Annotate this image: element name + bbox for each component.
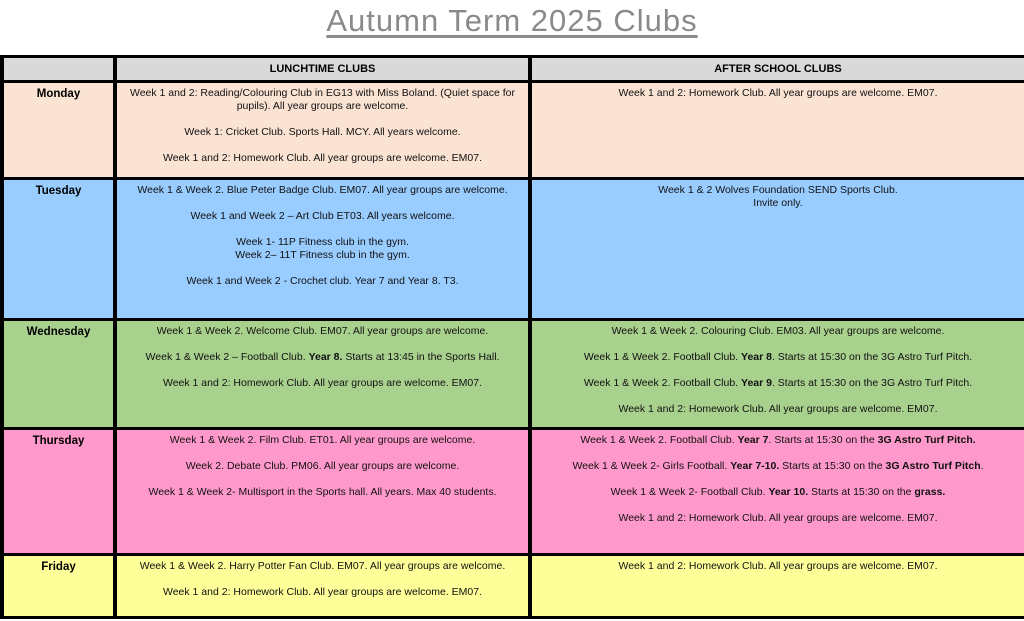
club-entry-bold-text: Year 8 bbox=[741, 351, 772, 364]
after-school-cell-friday bbox=[530, 555, 1024, 618]
club-entry bbox=[535, 377, 1021, 390]
lunchtime-cell-friday bbox=[115, 555, 530, 618]
club-entry bbox=[120, 325, 525, 338]
club-entry-text: Week 1 & Week 2 – Football Club. bbox=[145, 351, 309, 364]
club-entry bbox=[535, 403, 1021, 416]
club-entry-text: Week 1 and 2: Homework Club. All year groups are welcome. EM07. bbox=[162, 377, 483, 390]
club-entry-text: Week 1 & Week 2. Film Club. ET01. All year groups are welcome. bbox=[169, 434, 476, 446]
club-entry-text: Week 1 & 2 Wolves Foundation SEND Sports Club. bbox=[658, 184, 898, 196]
club-entry-text: Starts at 15:30 on the bbox=[779, 460, 886, 473]
day-row-thursday bbox=[2, 429, 1024, 555]
page-title: Autumn Term 2025 Clubs bbox=[326, 3, 698, 38]
club-entry bbox=[120, 486, 525, 499]
club-entry bbox=[120, 560, 525, 573]
club-entry-bold-text: Year 9 bbox=[741, 377, 772, 390]
club-entry bbox=[535, 197, 1021, 210]
club-entry bbox=[535, 325, 1021, 338]
club-entry bbox=[120, 249, 525, 262]
club-entry-text: Week 1 and 2: Homework Club. All year groups are welcome. EM07. bbox=[618, 403, 938, 416]
club-entry bbox=[120, 351, 525, 364]
club-entry bbox=[120, 152, 525, 165]
club-entry-text: Week 1 and Week 2 – Art Club ET03. All years welcome. bbox=[190, 210, 455, 223]
club-entry bbox=[120, 210, 525, 223]
club-entry bbox=[120, 184, 525, 197]
club-entry bbox=[535, 184, 1021, 197]
club-entry-text: Week 1 & Week 2. Football Club. bbox=[580, 434, 738, 446]
club-entry bbox=[120, 236, 525, 249]
club-entry-bold-text: 3G Astro Turf Pitch. bbox=[877, 434, 976, 446]
lunchtime-cell-monday bbox=[115, 82, 530, 179]
club-entry-text: . bbox=[980, 460, 984, 473]
after-school-cell-thursday bbox=[530, 429, 1024, 555]
club-entry bbox=[535, 560, 1021, 573]
club-entry-text: Week 1 and 2: Homework Club. All year groups are welcome. EM07. bbox=[162, 152, 483, 165]
after-school-cell-tuesday bbox=[530, 179, 1024, 320]
club-entry-bold-text: Year 8. bbox=[308, 351, 343, 364]
day-row-monday bbox=[2, 82, 1024, 179]
club-entry-text: Week 1 & Week 2. Football Club. bbox=[583, 351, 742, 364]
club-entry bbox=[120, 377, 525, 390]
club-entry-text: Week 2– 11T Fitness club in the gym. bbox=[235, 249, 410, 262]
club-entry-text: Invite only. bbox=[753, 197, 803, 210]
after-school-cell-wednesday bbox=[530, 320, 1024, 429]
lunchtime-cell-wednesday bbox=[115, 320, 530, 429]
club-entry bbox=[120, 434, 525, 447]
table-body bbox=[2, 82, 1024, 618]
club-entry-text: Week 1 & Week 2. Blue Peter Badge Club. EM07. All year groups are welcome. bbox=[137, 184, 508, 196]
header-lunchtime-clubs: LUNCHTIME CLUBS bbox=[115, 57, 530, 82]
after-school-cell-monday bbox=[530, 82, 1024, 179]
club-entry bbox=[120, 460, 525, 473]
club-entry bbox=[535, 87, 1021, 100]
club-entry-text: Week 1 & Week 2. Football Club. bbox=[583, 377, 742, 390]
club-entry bbox=[120, 87, 525, 113]
club-entry bbox=[535, 351, 1021, 364]
club-entry-text: Week 1 & Week 2. Welcome Club. EM07. All year groups are welcome. bbox=[156, 325, 489, 337]
club-entry bbox=[120, 586, 525, 599]
club-entry-text: . Starts at 15:30 on the 3G Astro Turf Pitch. bbox=[771, 377, 973, 390]
lunchtime-cell-thursday bbox=[115, 429, 530, 555]
day-label-thursday: Thursday bbox=[2, 429, 115, 555]
club-entry-text: Week 1 and Week 2 - Crochet club. Year 7 and Year 8. T3. bbox=[186, 275, 459, 288]
club-entry-bold-text: grass. bbox=[914, 486, 946, 499]
club-entry bbox=[535, 434, 1021, 447]
day-row-tuesday bbox=[2, 179, 1024, 320]
club-entry-bold-text: Year 7 bbox=[737, 434, 769, 446]
day-label-wednesday: Wednesday bbox=[2, 320, 115, 429]
day-row-friday bbox=[2, 555, 1024, 618]
clubs-table bbox=[0, 55, 1024, 619]
club-entry-text: . Starts at 15:30 on the 3G Astro Turf Pitch. bbox=[771, 351, 973, 364]
day-label-tuesday: Tuesday bbox=[2, 179, 115, 320]
header-after-school-clubs: AFTER SCHOOL CLUBS bbox=[530, 57, 1024, 82]
club-entry bbox=[120, 275, 525, 288]
club-entry bbox=[120, 126, 525, 139]
club-entry-text: Week 1 and 2: Homework Club. All year groups are welcome. EM07. bbox=[618, 560, 938, 572]
club-entry-text: . Starts at 15:30 on the bbox=[768, 434, 878, 446]
club-entry bbox=[535, 486, 1021, 499]
day-row-wednesday bbox=[2, 320, 1024, 429]
header-row bbox=[2, 57, 1024, 82]
club-entry-text: Week 2. Debate Club. PM06. All year groups are welcome. bbox=[185, 460, 460, 473]
lunchtime-cell-tuesday bbox=[115, 179, 530, 320]
club-entry-text: Week 1 and 2: Homework Club. All year groups are welcome. EM07. bbox=[162, 586, 483, 599]
club-entry-text: Week 1 & Week 2- Multisport in the Sports hall. All years. Max 40 students. bbox=[148, 486, 497, 499]
day-label-friday: Friday bbox=[2, 555, 115, 618]
club-entry-text: Week 1: Cricket Club. Sports Hall. MCY. All years welcome. bbox=[184, 126, 461, 139]
club-entry-text: Week 1 & Week 2- Football Club. bbox=[610, 486, 769, 499]
club-entry-text: Week 1 & Week 2. Harry Potter Fan Club. EM07. All year groups are welcome. bbox=[139, 560, 506, 572]
club-entry bbox=[535, 460, 1021, 473]
club-entry-text: Week 1- 11P Fitness club in the gym. bbox=[236, 236, 409, 249]
club-entry-bold-text: 3G Astro Turf Pitch bbox=[885, 460, 981, 473]
club-entry-text: Week 1 & Week 2- Girls Football. bbox=[572, 460, 731, 473]
club-entry-text: Week 1 and 2: Homework Club. All year groups are welcome. EM07. bbox=[618, 87, 938, 99]
club-entry-text: Week 1 and 2: Homework Club. All year groups are welcome. EM07. bbox=[618, 512, 938, 525]
club-entry-text: Starts at 13:45 in the Sports Hall. bbox=[342, 351, 500, 364]
header-day-cell bbox=[2, 57, 115, 82]
club-entry-bold-text: Year 10. bbox=[768, 486, 809, 499]
day-label-monday: Monday bbox=[2, 82, 115, 179]
club-entry-text: Starts at 15:30 on the bbox=[808, 486, 915, 499]
club-entry-bold-text: Year 7-10. bbox=[730, 460, 780, 473]
club-entry-text: Week 1 & Week 2. Colouring Club. EM03. All year groups are welcome. bbox=[611, 325, 945, 337]
club-entry bbox=[535, 512, 1021, 525]
club-entry-text: Week 1 and 2: Reading/Colouring Club in EG13 with Miss Boland. (Quiet space for pupils). All year groups are welcome. bbox=[129, 87, 515, 113]
